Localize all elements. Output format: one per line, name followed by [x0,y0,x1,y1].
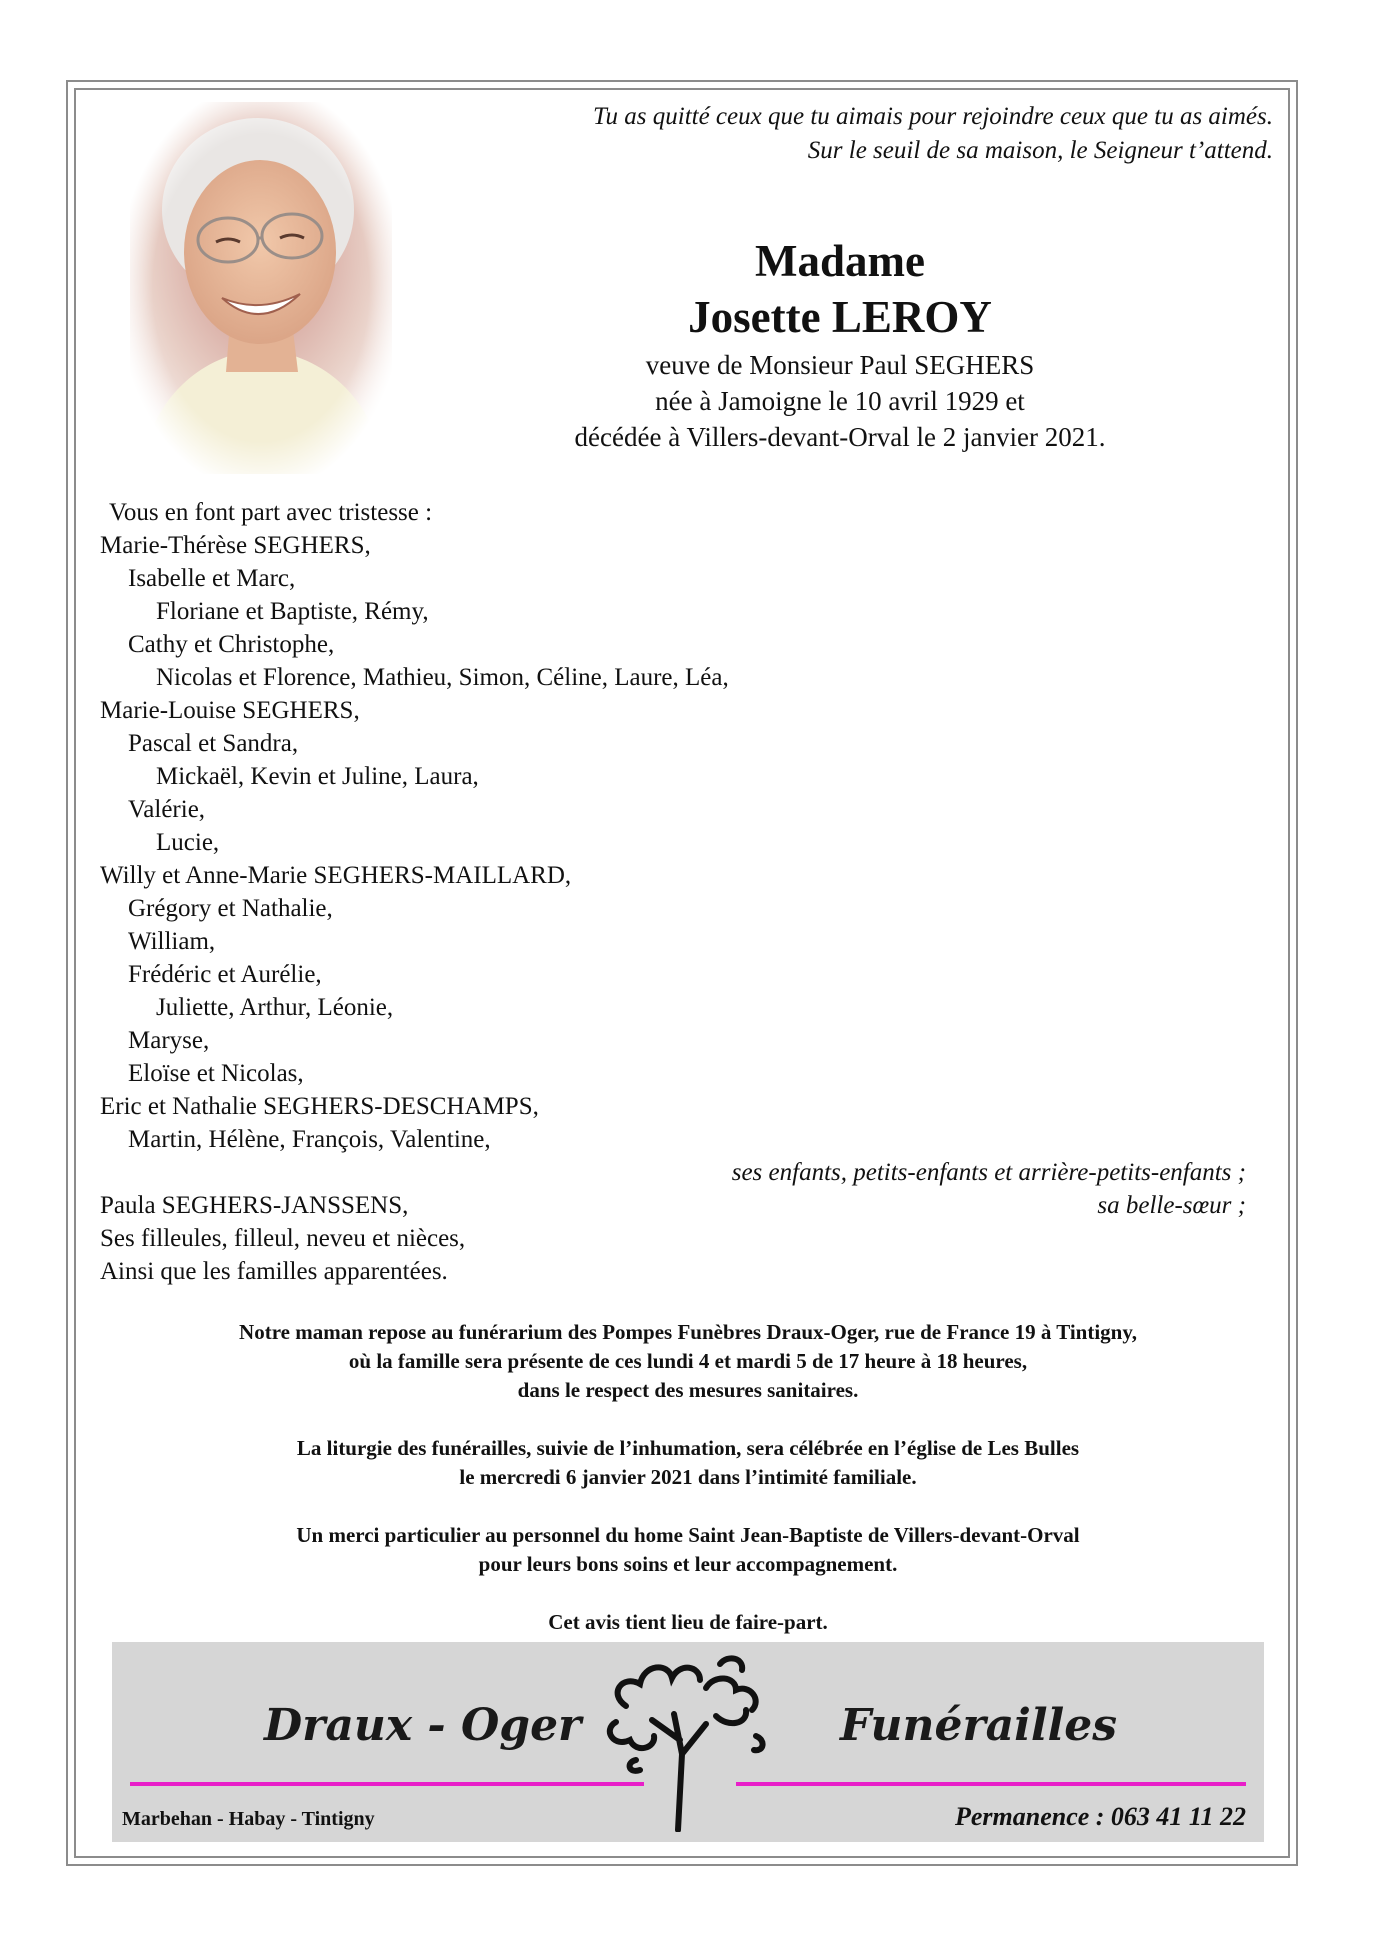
tree-logo-icon [596,1644,786,1832]
quote-line-2: Sur le seuil de sa maison, le Seigneur t’attend. [807,137,1273,164]
quote-line-1: Tu as quitté ceux que tu aimais pour rejoindre ceux que tu as aimés. [593,103,1273,130]
godchildren: Ses filleules, filleul, neveu et nièces, [100,1225,466,1252]
family-list [100,496,729,1288]
list-item: Maryse, [128,1027,210,1054]
list-item: William, [128,928,216,955]
repose-line-1: Notre maman repose au funérarium des Pompes Funèbres Draux-Oger, rue de France 19 à Tintigny, [239,1320,1137,1344]
permanence-phone: Permanence : 063 41 11 22 [954,1802,1246,1831]
list-item: Juliette, Arthur, Léonie, [156,994,394,1021]
list-item: Isabelle et Marc, [128,565,296,592]
list-item: Lucie, [156,829,220,856]
list-item: Eloïse et Nicolas, [128,1060,304,1087]
list-item: Martin, Hélène, François, Valentine, [128,1126,491,1153]
family-intro: Vous en font part avec tristesse : [109,499,433,526]
repose-notice [80,1318,1296,1405]
list-item: Nicolas et Florence, Mathieu, Simon, Céline, Laure, Léa, [156,664,729,691]
epigraph-quote [593,100,1273,168]
list-item: Cathy et Christophe, [128,631,335,658]
brand-tagline: Funérailles [840,1700,1118,1751]
children-role: ses enfants, petits-enfants et arrière-petits-enfants ; [731,1159,1246,1186]
relatives: Ainsi que les familles apparentées. [100,1258,448,1285]
repose-line-3: dans le respect des mesures sanitaires. [517,1378,859,1402]
faire-part-notice: Cet avis tient lieu de faire-part. [548,1610,828,1634]
accent-line-right [736,1782,1246,1786]
list-item: Valérie, [128,796,206,823]
funeral-notices [80,1318,1296,1666]
list-item: Pascal et Sandra, [128,730,299,757]
list-item: Grégory et Nathalie, [128,895,333,922]
list-spacer [100,1156,729,1189]
liturgy-notice [80,1434,1296,1492]
death-info: décédée à Villers-devant-Orval le 2 janvier 2021. [574,422,1106,452]
thanks-line-1: Un merci particulier au personnel du home Saint Jean-Baptiste de Villers-devant-Orval [296,1523,1080,1547]
widow-of: veuve de Monsieur Paul SEGHERS [645,350,1035,380]
list-item: Floriane et Baptiste, Rémy, [156,598,429,625]
accent-line-left [130,1782,644,1786]
sister-in-law-role: sa belle-sœur ; [1097,1192,1246,1219]
portrait-photo [130,102,392,474]
portrait-illustration [130,102,392,474]
thanks-notice [80,1521,1296,1579]
deceased-name: Josette LEROY [688,292,992,342]
birth-info: née à Jamoigne le 10 avril 1929 et [655,386,1025,416]
funeral-home-banner [112,1642,1264,1842]
list-item: Marie-Louise SEGHERS, [100,697,360,724]
thanks-line-2: pour leurs bons soins et leur accompagnement. [478,1552,898,1576]
liturgy-line-2: le mercredi 6 janvier 2021 dans l’intimité familiale. [459,1465,917,1489]
brand-name: Draux - Oger [264,1700,582,1751]
locations: Marbehan - Habay - Tintigny [122,1808,375,1830]
list-item: Marie-Thérèse SEGHERS, [100,532,371,559]
sister-in-law: Paula SEGHERS-JANSSENS, [100,1192,409,1219]
list-item: Willy et Anne-Marie SEGHERS-MAILLARD, [100,862,572,889]
list-item: Frédéric et Aurélie, [128,961,322,988]
list-item: Eric et Nathalie SEGHERS-DESCHAMPS, [100,1093,539,1120]
repose-line-2: où la famille sera présente de ces lundi 4 et mardi 5 de 17 heure à 18 heures, [348,1349,1028,1373]
liturgy-line-1: La liturgie des funérailles, suivie de l’inhumation, sera célébrée en l’église de Les Bulles [296,1436,1080,1460]
list-item: Mickaël, Kevin et Juline, Laura, [156,763,479,790]
honorific: Madame [755,236,925,286]
